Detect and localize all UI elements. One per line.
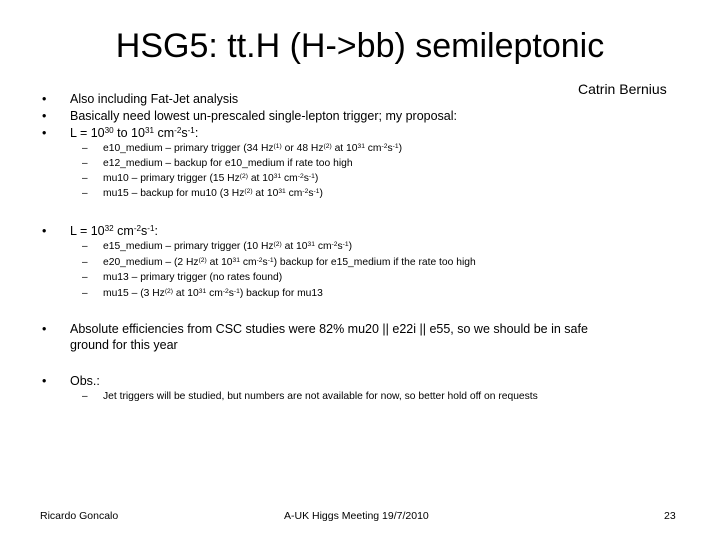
bullet-marker: • bbox=[42, 224, 47, 238]
sub-item: e10_medium – primary trigger (34 Hz$^{(1)}$ or 48 Hz$^{(2)}$ at $10^{31}$ $cm^{-2}s^{-1}$) bbox=[103, 143, 403, 154]
sub-item: e12_medium – backup for e10_medium if rate too high bbox=[103, 158, 353, 169]
bullet-marker: • bbox=[42, 92, 47, 106]
footer-meeting: A-UK Higgs Meeting 19/7/2010 bbox=[284, 510, 429, 522]
dash-marker: – bbox=[82, 288, 88, 299]
bullet-item: Absolute efficiencies from CSC studies were 82% mu20 || e22i || e55, so we should be in safe bbox=[70, 322, 588, 336]
sub-item: mu13 – primary trigger (no rates found) bbox=[103, 272, 283, 283]
sub-item: mu15 – (3 Hz$^{(2)}$ at $10^{31}$ $cm^{-2}s^{-1}$) backup for mu13 bbox=[103, 288, 323, 299]
dash-marker: – bbox=[82, 391, 88, 402]
dash-marker: – bbox=[82, 188, 88, 199]
bullet-item: Obs.: bbox=[70, 374, 100, 388]
dash-marker: – bbox=[82, 173, 88, 184]
bullet-marker: • bbox=[42, 109, 47, 123]
bullet-item-continuation: ground for this year bbox=[70, 338, 178, 352]
dash-marker: – bbox=[82, 257, 88, 268]
bullet-item: Also including Fat-Jet analysis bbox=[70, 92, 239, 106]
sub-item: e15_medium – primary trigger (10 Hz$^{(2)}$ at $10^{31}$ $cm^{-2}s^{-1}$) bbox=[103, 241, 353, 252]
dash-marker: – bbox=[82, 272, 88, 283]
dash-marker: – bbox=[82, 158, 88, 169]
bullet-item-luminosity-high: $L = 10^{32}$ $cm^{-2}s^{-1}$: bbox=[70, 224, 158, 238]
sub-item: e20_medium – (2 Hz$^{(2)}$ at $10^{31}$ $cm^{-2}s^{-1}$) backup for e15_medium if the rate too high bbox=[103, 257, 476, 268]
sub-item: mu10 – primary trigger (15 Hz$^{(2)}$ at $10^{31}$ $cm^{-2}s^{-1}$) bbox=[103, 173, 319, 184]
page-number: 23 bbox=[664, 510, 676, 522]
bullet-marker: • bbox=[42, 374, 47, 388]
bullet-item: Basically need lowest un-prescaled single-lepton trigger; my proposal: bbox=[70, 109, 458, 123]
bullet-marker: • bbox=[42, 126, 47, 140]
bullet-marker: • bbox=[42, 322, 47, 336]
sub-item: Jet triggers will be studied, but numbers are not available for now, so better hold off on requests bbox=[103, 391, 538, 402]
slide-title: HSG5: tt.H (H->bb) semileptonic bbox=[115, 27, 605, 65]
dash-marker: – bbox=[82, 143, 88, 154]
bullet-item-luminosity-low: $L = 10^{30}$ to $10^{31}$ $cm^{-2}s^{-1}$: bbox=[70, 126, 199, 140]
author-name: Catrin Bernius bbox=[578, 81, 667, 97]
sub-item: mu15 – backup for mu10 (3 Hz$^{(2)}$ at $10^{31}$ $cm^{-2}s^{-1}$) bbox=[103, 188, 323, 199]
footer-presenter: Ricardo Goncalo bbox=[40, 510, 119, 522]
dash-marker: – bbox=[82, 241, 88, 252]
